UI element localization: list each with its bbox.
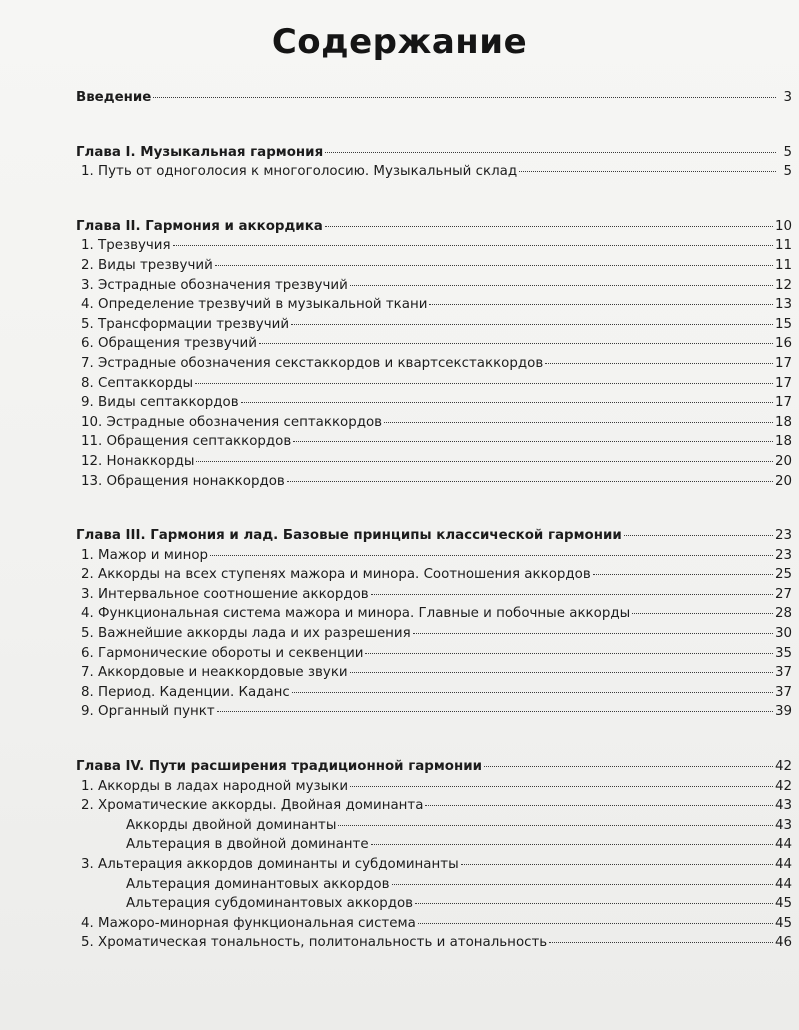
toc-item-row[interactable] [76,604,792,624]
toc-item-title: 7. Эстрадные обозначения секстаккордов и квартсекстаккордов [81,355,544,371]
dot-leader [325,226,773,227]
toc-page-number: 17 [774,375,792,391]
toc-item-title: 13. Обращения нонаккордов [81,473,285,489]
toc-item-title: 12. Нонаккорды [81,453,195,469]
toc-page-number: 44 [774,857,792,872]
toc-chapter-title: Глава III. Гармония и лад. Базовые принципы классической гармонии [76,528,622,544]
toc-chapter-row[interactable] [76,526,792,546]
toc-item-title: 3. Интервальное соотношение аккордов [81,586,369,602]
toc-page-number: 28 [774,606,792,622]
toc-item-title: 4. Мажоро-минорная функциональная система [81,915,416,931]
toc-item-row[interactable] [76,236,792,256]
dot-leader [484,766,773,767]
dot-leader [632,613,773,614]
dot-leader [291,324,773,325]
toc-item-row[interactable] [76,256,792,276]
toc-page-number: 42 [774,759,792,775]
toc-page-number: 44 [774,837,792,853]
dot-leader [350,786,773,787]
toc-chapter-title: Глава II. Гармония и аккордика [76,218,323,234]
dot-leader [371,844,773,845]
toc-chapter-row[interactable] [76,757,792,777]
toc-item-row[interactable] [76,816,792,836]
dot-leader [350,672,773,673]
toc-page-number: 13 [774,297,792,313]
toc-item-row[interactable] [76,683,792,703]
dot-leader [371,594,773,595]
toc-item-title: 2. Виды трезвучий [81,257,213,273]
toc-page-number: 30 [774,626,792,642]
toc-item-row[interactable] [76,624,792,644]
toc-item-row[interactable] [76,585,792,605]
toc-item-row[interactable] [76,796,792,816]
toc-chapter-row[interactable] [76,88,792,108]
toc-item-title: 5. Важнейшие аккорды лада и их разрешения [81,626,411,642]
toc-item-title: 5. Хроматическая тональность, политональность и атональность [81,935,548,951]
toc-item-row[interactable] [76,162,792,182]
toc-page-number: 16 [774,336,792,352]
toc-page-number: 17 [774,355,792,371]
dot-leader [292,692,773,693]
toc-page-number: 39 [774,704,792,720]
dot-leader [384,422,773,423]
toc-page-number: 37 [774,684,792,700]
toc-page-number: 12 [774,277,792,293]
toc-item-title: Альтерация в двойной доминанте [126,837,369,853]
toc-item-row[interactable] [76,432,792,452]
toc-chapter-row[interactable] [76,217,792,237]
toc-page-number: 15 [774,316,792,332]
dot-leader [217,711,773,712]
toc-page-number: 45 [774,915,792,931]
toc-page-number: 10 [774,218,792,234]
toc-item-row[interactable] [76,295,792,315]
toc-item-title: 1. Аккорды в ладах народной музыки [81,778,349,794]
toc-item-row[interactable] [76,875,792,895]
dot-leader [325,152,776,153]
toc-item-row[interactable] [76,702,792,722]
toc-item-title: 11. Обращения септаккордов [81,434,292,450]
dot-leader [425,805,773,806]
toc-chapter-title: Глава IV. Пути расширения традиционной гармонии [76,759,482,775]
toc-item-row[interactable] [76,452,792,472]
toc-item-row[interactable] [76,933,792,953]
dot-leader [215,265,773,266]
toc-item-title: 10. Эстрадные обозначения септаккордов [81,414,383,430]
section-gap [76,182,792,217]
dot-leader [210,555,773,556]
toc-item-row[interactable] [76,472,792,492]
section-gap [76,722,792,757]
dot-leader [287,481,773,482]
toc-item-title: 8. Период. Каденции. Каданс [81,684,290,700]
toc-page-number: 11 [774,257,792,273]
section-gap [76,491,792,526]
dot-leader [338,825,773,826]
toc-page-number: 3 [783,90,792,105]
toc-page-number: 46 [774,935,792,951]
toc-item-row[interactable] [76,413,792,433]
toc-item-title: 8. Септаккорды [81,375,194,391]
dot-leader [624,535,773,536]
toc-page-number: 5 [783,164,792,180]
toc-item-title: 4. Функциональная система мажора и минора. Главные и побочные аккорды [81,606,631,622]
toc-item-title: Аккорды двойной доминанты [126,817,337,833]
dot-leader [545,363,773,364]
toc-page-number: 37 [774,665,792,681]
section-gap [76,108,792,143]
toc-item-row[interactable] [76,663,792,683]
toc-item-row[interactable] [76,374,792,394]
toc-page-number: 20 [774,453,792,469]
toc-item-row[interactable] [76,777,792,797]
toc-page-number: 18 [774,434,792,450]
toc-page-number: 11 [774,238,792,254]
toc-page-number: 44 [774,876,792,892]
toc-item-row[interactable] [76,276,792,296]
dot-leader [293,441,773,442]
toc-page-number: 25 [774,567,792,583]
toc-page-number: 35 [774,645,792,661]
toc-item-title: Альтерация доминантовых аккордов [126,876,390,892]
toc-page-number: 20 [774,473,792,489]
dot-leader [549,942,773,943]
dot-leader [429,304,773,305]
toc-page-number: 43 [774,817,792,833]
toc-item-title: Альтерация субдоминантовых аккордов [126,896,414,912]
toc-item-title: 4. Определение трезвучий в музыкальной ткани [81,297,428,313]
toc-page-number: 45 [774,896,792,912]
toc-page-number: 23 [774,528,792,544]
toc-page-number: 18 [774,414,792,430]
page-title: Содержание [271,22,528,62]
toc-item-title: 5. Трансформации трезвучий [81,316,290,332]
toc-item-row[interactable] [76,914,792,934]
toc-item-row[interactable] [76,565,792,585]
toc-page-number: 23 [774,547,792,563]
toc-item-title: 1. Путь от одноголосия к многоголосию. Музыкальный склад [81,164,518,180]
toc-item-title: 3. Эстрадные обозначения трезвучий [81,277,348,293]
toc-chapter-row[interactable] [76,143,792,163]
dot-leader [519,171,776,172]
toc-page-number: 5 [783,144,792,160]
table-of-contents [76,88,792,953]
toc-item-title: 3. Альтерация аккордов доминанты и субдоминанты [81,857,459,872]
toc-item-row[interactable] [76,855,792,875]
toc-item-row[interactable] [76,644,792,664]
toc-item-title: 9. Органный пункт [81,704,215,720]
dot-leader [415,903,773,904]
toc-item-row[interactable] [76,393,792,413]
toc-item-title: 1. Мажор и минор [81,547,209,563]
toc-item-row[interactable] [76,354,792,374]
toc-item-title: 1. Трезвучия [81,238,171,254]
dot-leader [259,343,773,344]
dot-leader [196,461,772,462]
dot-leader [173,245,773,246]
toc-item-title: 7. Аккордовые и неаккордовые звуки [81,665,348,681]
dot-leader [593,574,773,575]
toc-page-number: 27 [774,586,792,602]
toc-item-row[interactable] [76,894,792,914]
dot-leader [418,923,773,924]
toc-chapter-title: Введение [76,90,152,105]
toc-item-title: 6. Гармонические обороты и секвенции [81,645,364,661]
toc-item-title: 2. Аккорды на всех ступенях мажора и минора. Соотношения аккордов [81,567,591,583]
dot-leader [365,653,772,654]
toc-item-row[interactable] [76,315,792,335]
dot-leader [392,884,773,885]
toc-item-row[interactable] [76,546,792,566]
dot-leader [241,402,773,403]
toc-page-number: 42 [774,778,792,794]
dot-leader [413,633,773,634]
toc-item-title: 2. Хроматические аккорды. Двойная доминанта [81,798,424,814]
toc-chapter-title: Глава I. Музыкальная гармония [76,144,324,160]
toc-item-row[interactable] [76,334,792,354]
toc-item-row[interactable] [76,835,792,855]
dot-leader [153,97,776,98]
dot-leader [350,285,773,286]
toc-page-number: 43 [774,798,792,814]
dot-leader [461,864,773,865]
toc-item-title: 6. Обращения трезвучий [81,336,257,352]
dot-leader [195,383,773,384]
toc-item-title: 9. Виды септаккордов [81,395,239,411]
toc-page-number: 17 [774,395,792,411]
